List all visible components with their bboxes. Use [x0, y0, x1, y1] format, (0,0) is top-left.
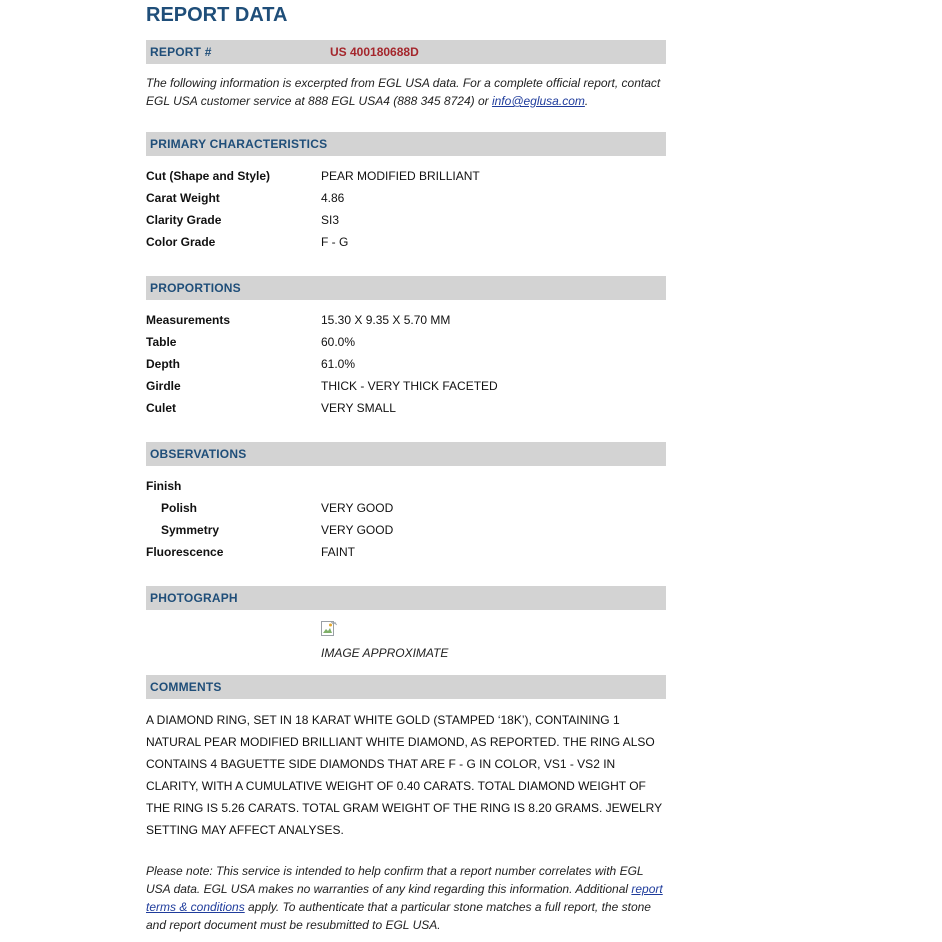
primary-row-cut — [146, 167, 666, 187]
row-value: VERY GOOD — [321, 523, 394, 537]
row-label: Polish — [161, 501, 198, 515]
section-title: PHOTOGRAPH — [150, 591, 238, 605]
proportions-row-culet — [146, 399, 666, 419]
report-number-bar — [146, 40, 666, 64]
row-value: PEAR MODIFIED BRILLIANT — [321, 169, 480, 183]
proportions-row-girdle — [146, 377, 666, 397]
comments-header — [146, 675, 666, 699]
row-value: VERY GOOD — [321, 501, 394, 515]
row-label: Girdle — [146, 379, 181, 393]
row-label: Symmetry — [161, 523, 220, 537]
row-label: Table — [146, 335, 177, 349]
row-label: Carat Weight — [146, 191, 220, 205]
proportions-header — [146, 276, 666, 300]
note-text-before: Please note: This service is intended to help confirm that a report number correlates with EGL USA data. EGL USA makes no warranties of any kind regarding this information. Additional — [146, 864, 644, 896]
row-value: 60.0% — [321, 335, 356, 349]
row-value: THICK - VERY THICK FACETED — [321, 379, 498, 393]
row-value: F - G — [321, 235, 349, 249]
section-title: OBSERVATIONS — [150, 447, 247, 461]
row-value: 4.86 — [321, 191, 345, 205]
email-link[interactable]: info@eglusa.com — [491, 94, 585, 108]
row-value: 61.0% — [321, 357, 356, 371]
observations-row-polish — [146, 499, 666, 519]
observations-row-finish — [146, 477, 666, 497]
row-label: Depth — [146, 357, 180, 371]
section-title: PROPORTIONS — [150, 281, 241, 295]
row-value: VERY SMALL — [321, 401, 396, 415]
intro-end: . — [584, 94, 589, 108]
row-value: FAINT — [321, 545, 356, 559]
primary-row-carat — [146, 189, 666, 209]
row-label: Color Grade — [146, 235, 216, 249]
proportions-row-measurements — [146, 311, 666, 331]
photo-caption: IMAGE APPROXIMATE — [321, 646, 449, 660]
intro-text — [146, 74, 666, 110]
row-label: Cut (Shape and Style) — [146, 169, 271, 183]
proportions-row-depth — [146, 355, 666, 375]
row-label: Culet — [146, 401, 176, 415]
row-label: Finish — [146, 479, 182, 493]
section-title: COMMENTS — [150, 680, 222, 694]
row-label: Fluorescence — [146, 545, 224, 559]
intro-body: The following information is excerpted from EGL USA data. For a complete official report, contact EGL USA customer service at 888 EGL USA4 (888 345 8724) or — [146, 76, 661, 108]
page-title: REPORT DATA — [146, 4, 288, 26]
primary-row-color — [146, 233, 666, 253]
note-text-after: apply. To authenticate that a particular stone matches a full report, the stone and report document must be resubmitted to EGL USA. — [146, 900, 651, 932]
observations-row-fluorescence — [146, 543, 666, 563]
report-number-label: REPORT # — [150, 45, 212, 59]
observations-row-symmetry — [146, 521, 666, 541]
comments-text: A DIAMOND RING, SET IN 18 KARAT WHITE GOLD (STAMPED ‘18K’), CONTAINING 1 NATURAL PEAR MODIFIED BRILLIANT WHITE DIAMOND, AS REPORTED. THE RING ALSO CONTAINS 4 BAGUETTE SIDE DIAMONDS THAT ARE F - G IN COLOR, VS1 - VS2 IN CLARITY, WITH A CUMULATIVE WEIGHT OF 0.40 CARATS. TOTAL DIAMOND WEIGHT OF THE RING IS 5.26 CARATS. TOTAL GRAM WEIGHT OF THE RING IS 8.20 GRAMS. JEWELRY SETTING MAY AFFECT ANALYSES. — [146, 713, 662, 837]
primary-characteristics-header — [146, 132, 666, 156]
photograph-header — [146, 586, 666, 610]
row-value: SI3 — [321, 213, 340, 227]
section-title: PRIMARY CHARACTERISTICS — [150, 137, 328, 151]
disclaimer-note — [146, 862, 666, 934]
terms-conditions-link[interactable]: report terms & conditions — [146, 882, 663, 914]
proportions-row-table — [146, 333, 666, 353]
row-label: Clarity Grade — [146, 213, 222, 227]
row-label: Measurements — [146, 313, 231, 327]
report-number-value: US 400180688D — [330, 45, 419, 59]
observations-header — [146, 442, 666, 466]
row-value: 15.30 X 9.35 X 5.70 MM — [321, 313, 451, 327]
primary-row-clarity — [146, 211, 666, 231]
broken-image-icon — [321, 621, 337, 637]
